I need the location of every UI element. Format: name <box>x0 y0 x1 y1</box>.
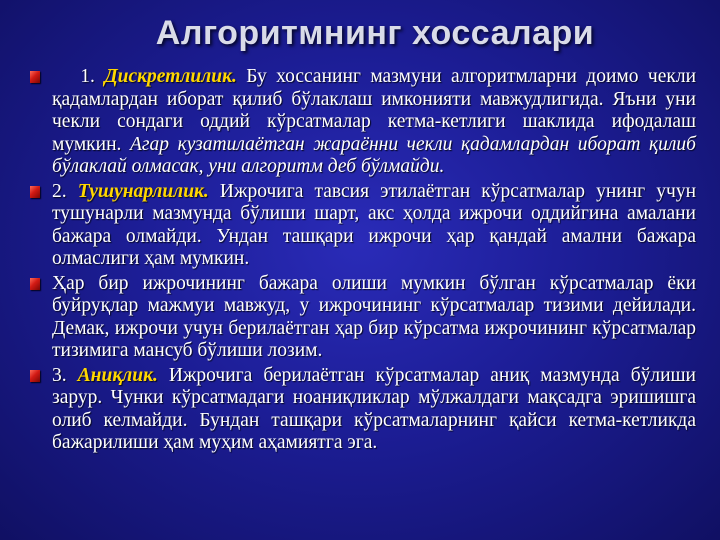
property-note: Агар кузатилаётган жараённи чекли қадамлардан иборат қилиб бўлаклай олмасак, уни алгоритм деб бўлмайди. <box>52 133 696 177</box>
paragraph-command-system <box>24 273 696 363</box>
slide-content <box>24 66 696 457</box>
item-number: 2. <box>52 180 67 202</box>
bullet-icon <box>30 370 40 382</box>
property-description: Бу хоссанинг мазмуни алгоритмларни доимо чекли қадамлардан иборат қилиб бўлаклаш имконияти мавжудлигида. Яъни уни чекли сондаги оддий кўрсатмалар кетма-кетлиги шаклида ифодалаш мумкин. <box>52 66 697 155</box>
paragraph-clarity <box>24 181 696 271</box>
property-description: Ҳар бир ижрочининг бажара олиши мумкин бўлган кўрсатмалар ёки буйруқлар мажмуи мавжуд, у ижрочининг кўрсатмалар тизими дейилади. Демак, ижрочи учун берилаётган ҳар бир кўрсатма ижрочининг кўрсатмалар тизимига мансуб бўлиши лозим. <box>52 272 696 361</box>
bullet-icon <box>30 278 40 290</box>
property-term: Аниқлик. <box>77 364 158 386</box>
property-term: Дискретлилик. <box>104 66 237 87</box>
item-number: 3. <box>52 364 67 386</box>
paragraph-discreteness <box>24 66 696 179</box>
property-description: Ижрочига берилаётган кўрсатмалар аниқ мазмунда бўлиши зарур. Чунки кўрсатмадаги ноаниқликлар мўлжалдаги мақсадга эришишга олиб келмайди. Бундан ташқари кўрсатмаларнинг қайси кетма-кетликда бажарилиши ҳам муҳим аҳамиятга эга. <box>52 364 696 453</box>
paragraph-text <box>52 365 696 455</box>
property-term: Тушунарлилик. <box>77 180 209 202</box>
paragraph-text <box>52 66 696 179</box>
paragraph-precision <box>24 365 696 455</box>
paragraph-text <box>52 181 696 271</box>
slide-title: Алгоритмнинг хоссалари <box>155 14 595 52</box>
bullet-icon <box>30 186 40 198</box>
paragraph-text <box>52 273 696 363</box>
property-description: Ижрочига тавсия этилаётган кўрсатмалар унинг учун тушунарли мазмунда бўлиши шарт, акс ҳолда ижрочи оддийгина амалани бажара олмайди. Ундан ташқари ижрочи ҳар қандай амални бажара олмаслиги ҳам мумкин. <box>52 180 697 269</box>
item-number: 1. <box>80 66 95 87</box>
bullet-icon <box>30 71 40 83</box>
